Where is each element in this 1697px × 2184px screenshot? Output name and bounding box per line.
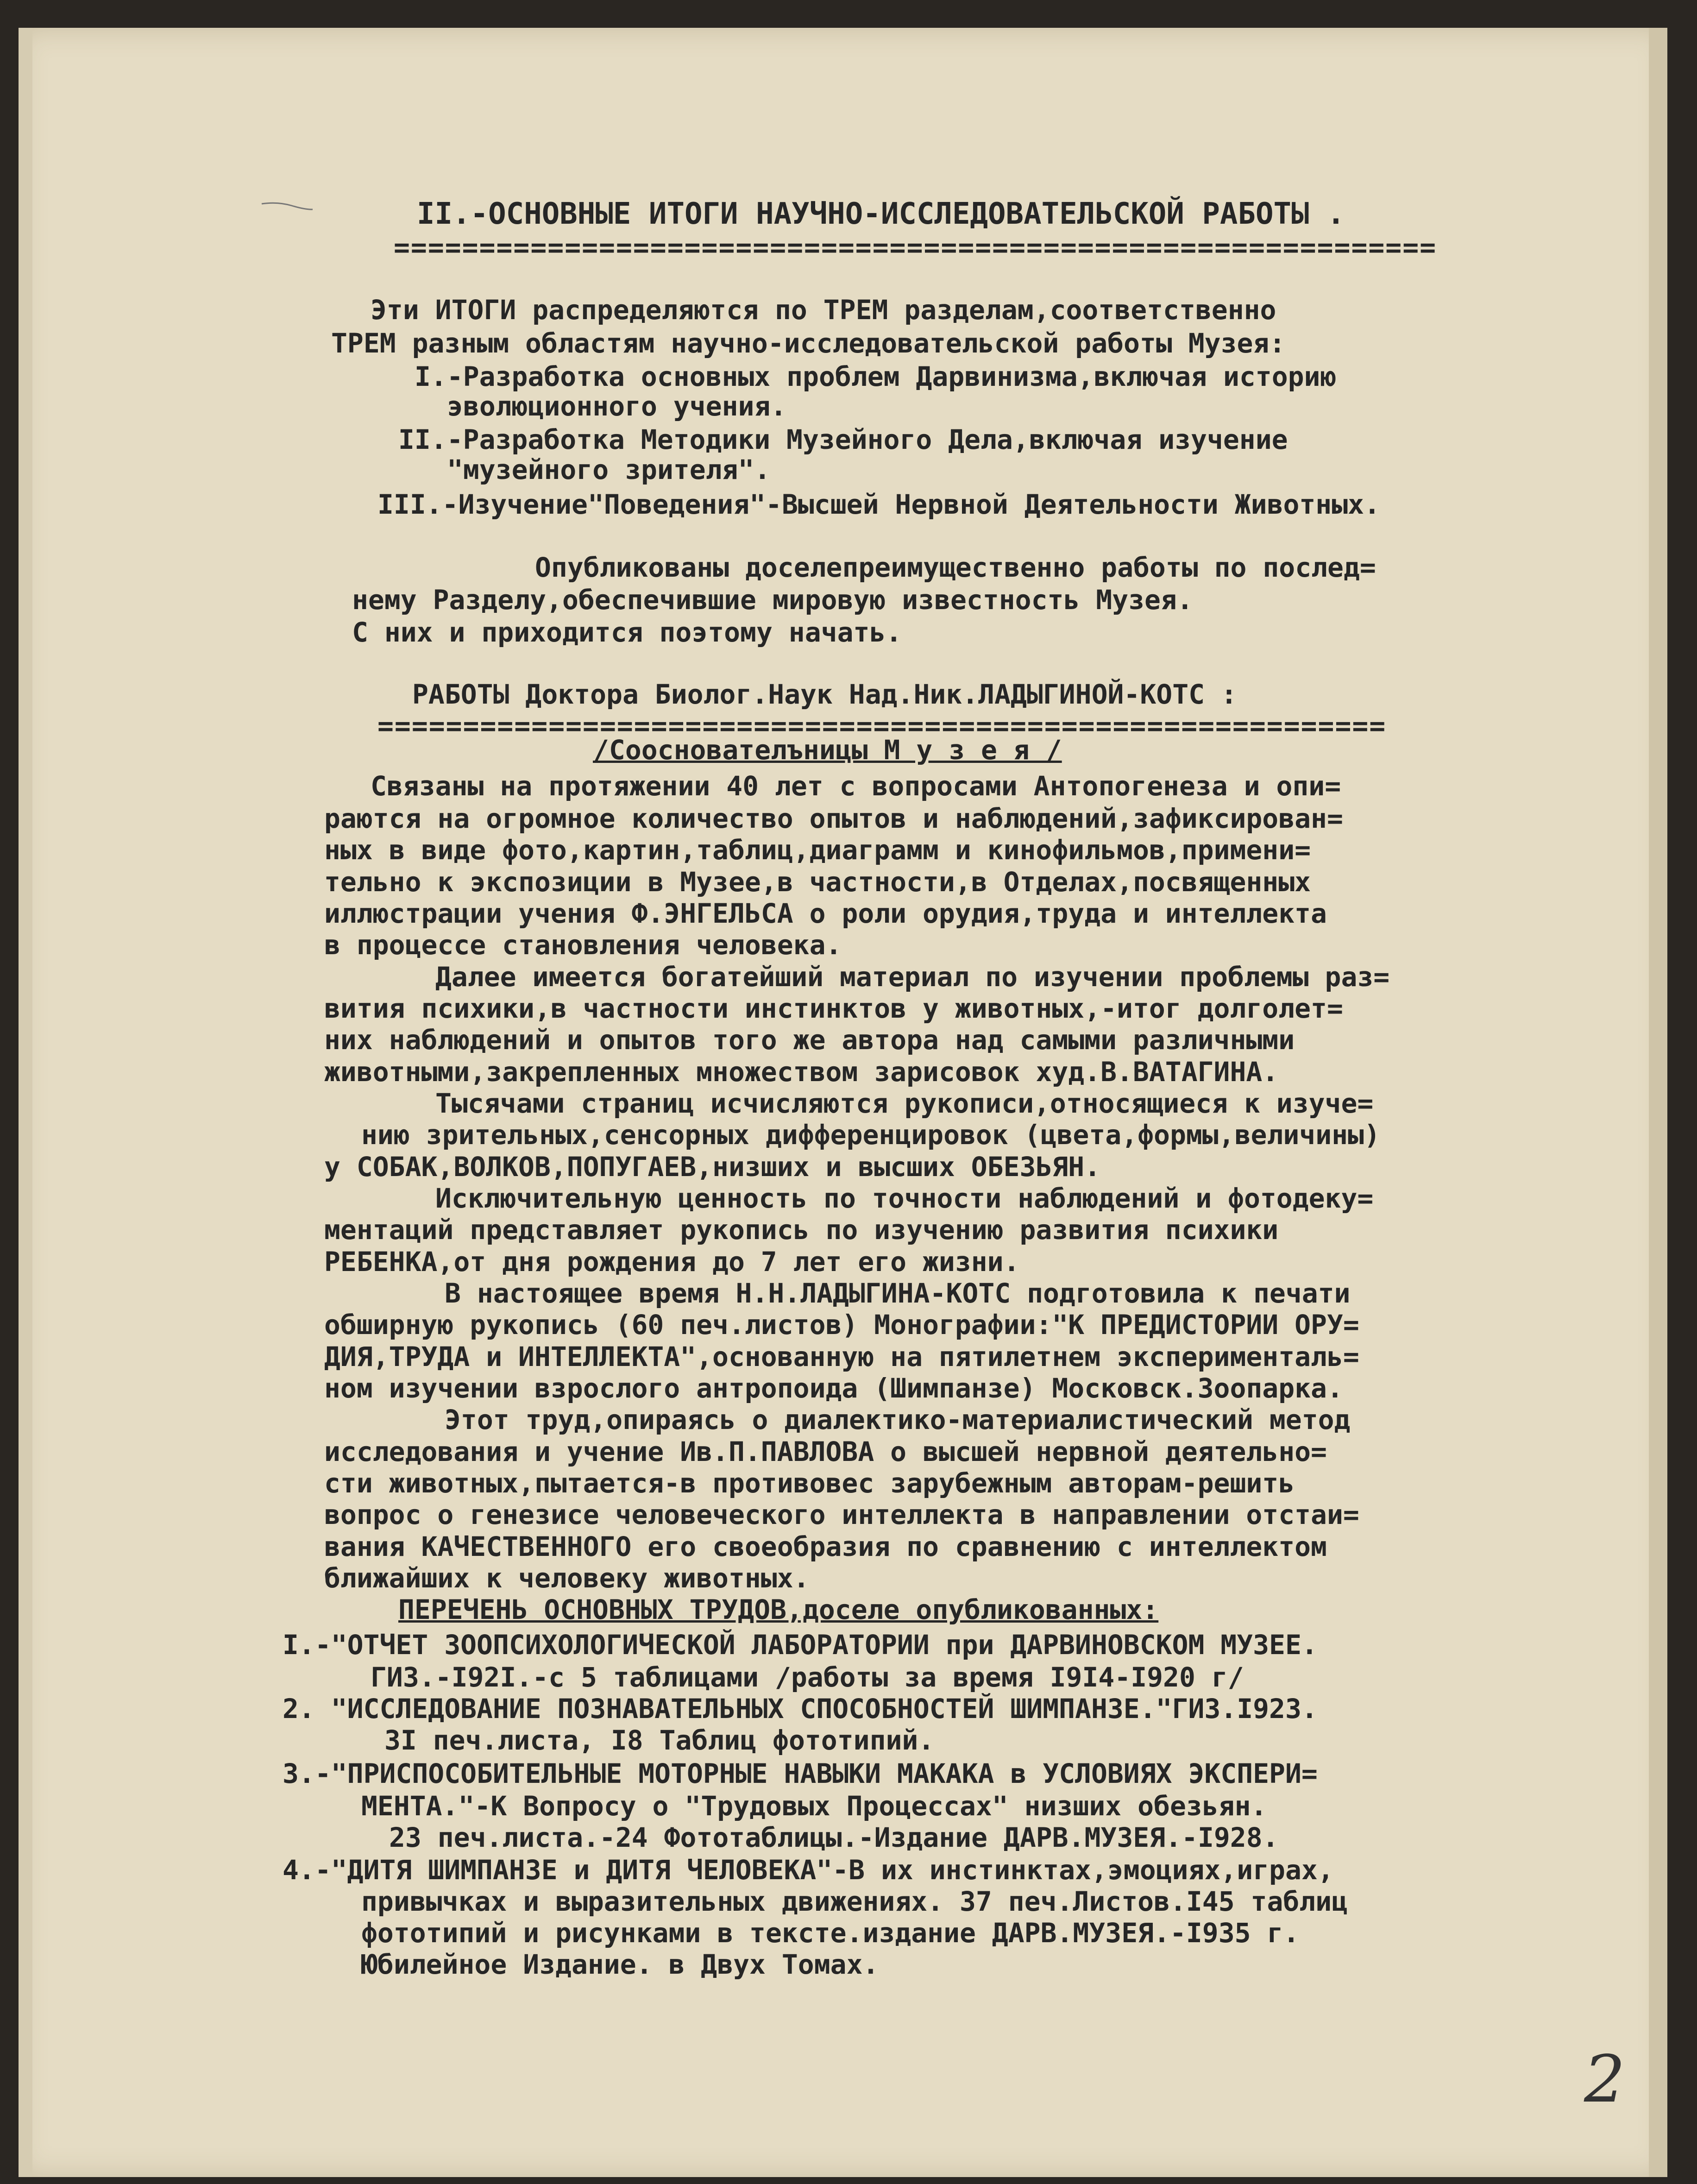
works-list-heading: ПЕРЕЧЕНЬ ОСНОВНЫХ ТРУДОВ,доселе опубликованных: — [398, 1594, 1159, 1625]
published-line: С них и приходится поэтому начать. — [352, 617, 902, 648]
section-double-rule: =========================================================== — [377, 712, 1387, 739]
published-line: нему Разделу,обеспечившие мировую известность Музея. — [352, 584, 1193, 616]
body-line: нию зрительных,сенсорных дифференцировок (цвета,формы,величины) — [361, 1119, 1380, 1151]
body-line: вития психики,в частности инстинктов у животных,-итог долголет= — [324, 993, 1343, 1024]
intro-line: эволюционного учения. — [447, 390, 787, 422]
work-item-line: 23 печ.листа.-24 Фототаблицы.-Издание ДАРВ.МУЗЕЯ.-I928. — [389, 1822, 1279, 1853]
body-line: них наблюдений и опытов того же автора над самыми различными — [324, 1024, 1295, 1056]
title-double-rule: ============================================================= — [394, 234, 1437, 261]
body-line: ДИЯ,ТРУДА и ИНТЕЛЛЕКТА",основанную на пятилетнем эксперименталь= — [324, 1341, 1359, 1372]
body-line: вания КАЧЕСТВЕННОГО его своеобразия по сравнению с интеллектом — [324, 1531, 1327, 1562]
work-item-line: МЕНТА."-К Вопросу о "Трудовых Процессах" низших обезьян. — [361, 1790, 1267, 1822]
work-item-line: 2. "ИССЛЕДОВАНИЕ ПОЗНАВАТЕЛЬНЫХ СПОСОБНОСТЕЙ ШИМПАНЗЕ."ГИЗ.I923. — [283, 1693, 1318, 1725]
body-line: у СОБАК,ВОЛКОВ,ПОПУГАЕВ,низших и высших ОБЕЗЬЯН. — [324, 1151, 1101, 1183]
work-item-line: 4.-"ДИТЯ ШИМПАНЗЕ и ДИТЯ ЧЕЛОВЕКА"-В их инстинктах,эмоциях,играх, — [283, 1854, 1334, 1886]
intro-line: ТРЕМ разным областям научно-исследовательской работы Музея: — [331, 327, 1286, 359]
published-line: Опубликованы доселепреимущественно работы по послед= — [535, 552, 1376, 583]
body-line: ментаций представляет рукопись по изучению развития психики — [324, 1214, 1279, 1246]
section-title: РАБОТЫ Доктора Биолог.Наук Над.Ник.ЛАДЫГИНОЙ-КОТС : — [412, 679, 1237, 710]
body-line: иллюстрации учения Ф.ЭНГЕЛЬСА о роли орудия,труда и интеллекта — [324, 898, 1327, 929]
body-line: животными,закрепленных множеством зарисовок худ.В.ВАТАГИНА. — [324, 1056, 1279, 1088]
body-line: В настоящее время Н.Н.ЛАДЫГИНА-КОТС подготовила к печати — [445, 1278, 1351, 1309]
intro-line: I.-Разработка основных проблем Дарвинизма,включая историю — [415, 361, 1337, 392]
body-line: сти животных,пытается-в противовес зарубежным авторам-решить — [324, 1467, 1295, 1499]
intro-line: Эти ИТОГИ распределяются по ТРЕМ разделам,соответственно — [371, 294, 1276, 326]
intro-line: "музейного зрителя". — [447, 454, 771, 485]
body-line: раются на огромное количество опытов и наблюдений,зафиксирован= — [324, 803, 1343, 834]
body-line: исследования и учение Ив.П.ПАВЛОВА о высшей нервной деятельно= — [324, 1436, 1327, 1467]
pencil-margin-mark — [259, 199, 315, 213]
intro-line: II.-Разработка Методики Музейного Дела,включая изучение — [398, 424, 1288, 455]
body-line: ближайших к человеку животных. — [324, 1562, 810, 1594]
document-title: II.-ОСНОВНЫЕ ИТОГИ НАУЧНО-ИССЛЕДОВАТЕЛЬСКОЙ РАБОТЫ . — [417, 197, 1345, 231]
intro-line: III.-Изучение"Поведения"-Высшей Нервной Деятельности Животных. — [377, 489, 1380, 520]
work-item-line: привычках и выразительных движениях. 37 печ.Листов.I45 таблиц — [361, 1886, 1348, 1917]
body-line: Связаны на протяжении 40 лет с вопросами Антопогенеза и опи= — [371, 770, 1341, 802]
body-line: ных в виде фото,картин,таблиц,диаграмм и кинофильмов,примени= — [324, 834, 1311, 866]
work-item-line: 3.-"ПРИСПОСОБИТЕЛЬНЫЕ МОТОРНЫЕ НАВЫКИ МАКАКА в УСЛОВИЯХ ЭКСПЕРИ= — [283, 1758, 1318, 1789]
body-line: обширную рукопись (60 печ.листов) Монографии:"К ПРЕДИСТОРИИ ОРУ= — [324, 1309, 1359, 1341]
body-line: Этот труд,опираясь о диалектико-материалистический метод — [445, 1404, 1351, 1435]
work-item-line: 3I печ.листа, I8 Таблиц фототипий. — [384, 1725, 935, 1756]
body-line: РЕБЕНКА,от дня рождения до 7 лет его жизни. — [324, 1246, 1020, 1278]
body-line: в процессе становления человека. — [324, 929, 842, 961]
work-item-line: Юбилейное Издание. в Двух Томах. — [361, 1949, 879, 1980]
body-line: Далее имеется богатейший материал по изучении проблемы раз= — [435, 961, 1390, 993]
body-line: тельно к экспозиции в Музее,в частности,в Отделах,посвященных — [324, 866, 1311, 898]
body-line: вопрос о генезисе человеческого интеллекта в направлении отстаи= — [324, 1499, 1359, 1530]
body-line: Исключительную ценность по точности наблюдений и фотодеку= — [435, 1183, 1374, 1214]
work-item-line: ГИЗ.-I92I.-с 5 таблицами /работы за время I9I4-I920 г/ — [371, 1662, 1244, 1693]
work-item-line: I.-"ОТЧЕТ ЗООПСИХОЛОГИЧЕСКОЙ ЛАБОРАТОРИИ при ДАРВИНОВСКОМ МУЗЕЕ. — [283, 1629, 1318, 1661]
work-item-line: фототипий и рисунками в тексте.издание ДАРВ.МУЗЕЯ.-I935 г. — [361, 1917, 1300, 1949]
body-line: Тысячами страниц исчисляются рукописи,относящиеся к изуче= — [435, 1088, 1374, 1119]
body-line: ном изучении взрослого антропоида (Шимпанзе) Московск.Зоопарка. — [324, 1372, 1343, 1404]
section-subtitle: /Сооснователъницы М у з е я / — [593, 734, 1062, 766]
page-number: 2 — [1584, 2042, 1626, 2117]
